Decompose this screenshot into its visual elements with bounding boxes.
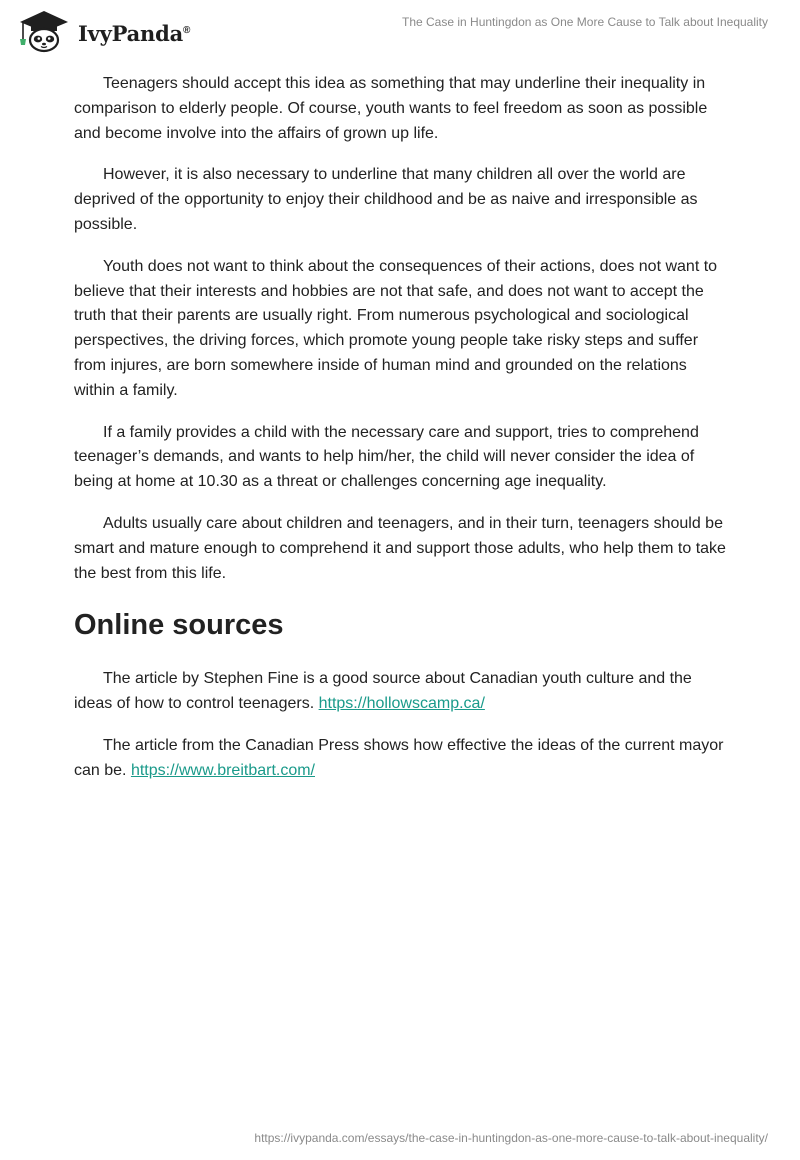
paragraph: Adults usually care about children and teenagers, and in their turn, teenagers should be smart and mature enough to comprehend it and support those adults, who help them to take the best from this life. xyxy=(74,514,726,582)
document-title: The Case in Huntingdon as One More Cause to Talk about Inequality xyxy=(402,15,768,29)
section-heading-online-sources: Online sources xyxy=(74,609,284,642)
paragraph: Youth does not want to think about the consequences of their actions, does not want to believe that their interests and hobbies are not that safe, and does not want to accept the truth that their parents are usually right. From numerous psychological and sociological perspectives, the driving forces, which promote young people take risky steps and suffer from injures, are born somewhere inside of human mind and grounded on the relations within a family. xyxy=(74,257,718,399)
source-paragraph xyxy=(74,667,730,717)
essay-content xyxy=(74,72,730,801)
paragraph: If a family provides a child with the necessary care and support, tries to comprehend teenager’s demands, and wants to help him/her, the child will never consider the idea of being at home at 10.30 as a threat or challenges concerning age inequality. xyxy=(74,423,699,491)
source-link[interactable]: https://www.breitbart.com/ xyxy=(130,761,315,779)
footer-url: https://ivypanda.com/essays/the-case-in-huntingdon-as-one-more-cause-to-talk-about-inequality/ xyxy=(254,1131,768,1145)
page-header xyxy=(0,0,800,60)
source-text: The article by Stephen Fine is a good source about Canadian youth culture and the ideas of how to control teenagers. xyxy=(74,670,692,713)
panda-graduate-icon xyxy=(14,8,72,54)
paragraph: However, it is also necessary to underline that many children all over the world are deprived of the opportunity to enjoy their childhood and be as naive and irresponsible as possible. xyxy=(74,166,698,233)
brand-name: IvyPanda® xyxy=(78,20,191,46)
source-link[interactable]: https://hollowscamp.ca/ xyxy=(318,695,485,713)
registered-mark: ® xyxy=(183,24,191,36)
ivypanda-logo[interactable] xyxy=(14,8,190,54)
source-text: The article from the Canadian Press shows how effective the ideas of the current mayor can be. xyxy=(74,736,724,779)
paragraph: Teenagers should accept this idea as something that may underline their inequality in comparison to elderly people. Of course, youth wants to feel freedom as soon as possible and become involve into the affairs of grown up life. xyxy=(74,75,708,142)
source-paragraph xyxy=(74,734,730,784)
